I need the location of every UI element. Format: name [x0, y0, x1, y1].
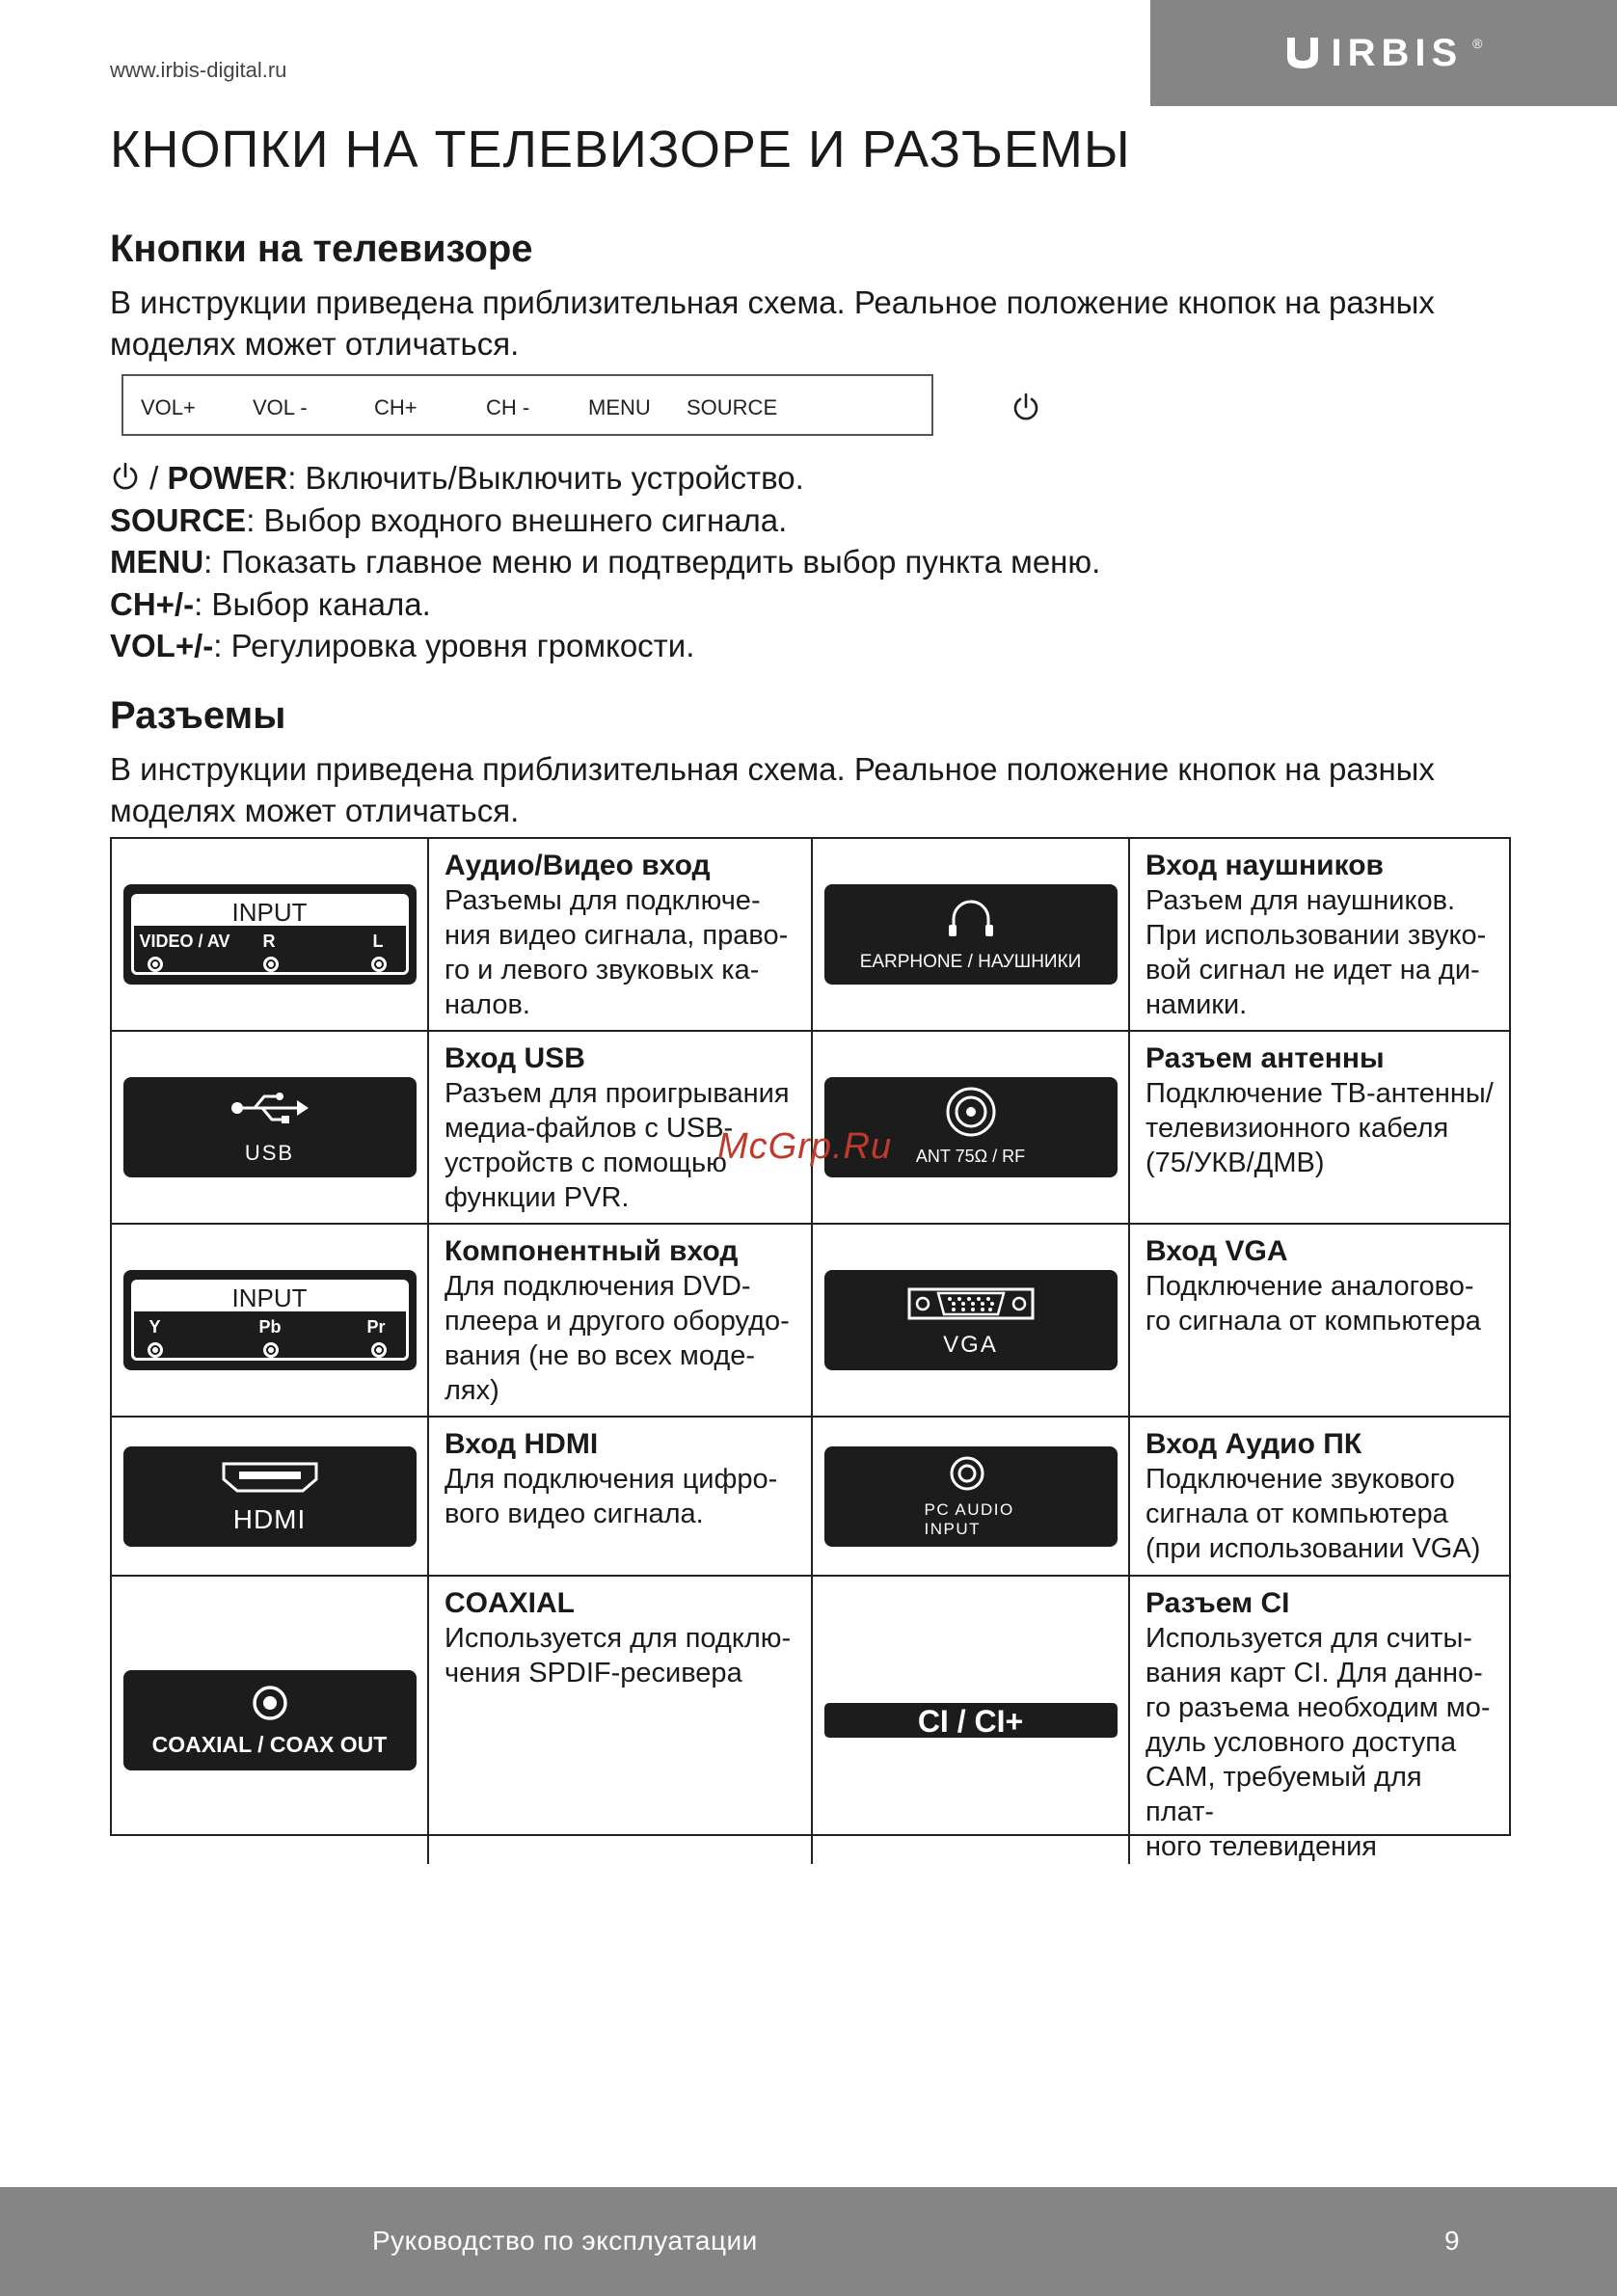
buttons-heading: Кнопки на телевизоре	[110, 228, 533, 270]
usb-title: Вход USB	[445, 1042, 585, 1074]
desc-ch-key: CH+/-	[110, 585, 195, 622]
component-jack-label-y: Y	[148, 1317, 161, 1337]
headphones-icon	[942, 898, 1000, 940]
earphone-port	[824, 884, 1118, 985]
antenna-label: ANT 75Ω / RF	[915, 1147, 1026, 1166]
av-jack-label-video: VIDEO / AV	[139, 932, 230, 951]
brand-name: IRBIS	[1331, 31, 1464, 74]
desc-menu-text: : Показать главное меню и подтвердить выбор пункта меню.	[203, 544, 1101, 580]
usb-line-4: функции PVR.	[445, 1182, 630, 1213]
btn-source[interactable]: SOURCE	[687, 395, 778, 419]
antenna-line-3: (75/УКВ/ДМВ)	[1145, 1148, 1325, 1178]
power-icon	[110, 461, 141, 492]
connectors-intro-line-2: моделях может отличаться.	[110, 793, 520, 828]
vga-label: VGA	[943, 1332, 998, 1358]
pc-audio-cell	[813, 1418, 1130, 1577]
btn-ch-plus[interactable]: CH+	[374, 395, 418, 419]
component-jack-label-pr: Pr	[366, 1317, 386, 1337]
vga-title: Вход VGA	[1145, 1235, 1288, 1267]
usb-icon	[229, 1089, 310, 1127]
ci-line-1: Используется для считы-	[1145, 1623, 1472, 1654]
av-input-port	[123, 884, 417, 985]
component-input-frame	[131, 1280, 409, 1361]
ci-title: Разъем CI	[1145, 1587, 1290, 1619]
av-input-title: Аудио/Видео вход	[445, 850, 711, 881]
coaxial-line-2: чения SPDIF-ресивера	[445, 1658, 742, 1688]
component-y-jack-icon	[148, 1342, 163, 1358]
earphone-desc	[1130, 839, 1509, 1032]
usb-label: USB	[244, 1141, 295, 1165]
ci-line-3: го разъема необходим мо-	[1145, 1692, 1491, 1723]
earphone-title: Вход наушников	[1145, 850, 1384, 881]
desc-menu	[110, 541, 1100, 583]
hdmi-desc	[429, 1418, 813, 1577]
usb-line-1: Разъем для проигрывания	[445, 1078, 790, 1109]
vga-line-2: го сигнала от компьютера	[1145, 1306, 1481, 1337]
hdmi-port	[123, 1446, 417, 1547]
av-input-line-4: налов.	[445, 989, 530, 1020]
ci-line-4: дуль условного доступа	[1145, 1727, 1457, 1758]
coaxial-port	[123, 1670, 417, 1770]
usb-line-2: медиа-файлов с USB-	[445, 1113, 734, 1144]
antenna-line-1: Подключение ТВ-антенны/	[1145, 1078, 1494, 1109]
av-input-frame	[131, 894, 409, 975]
earphone-line-1: Разъем для наушников.	[1145, 885, 1456, 916]
component-desc	[429, 1225, 813, 1418]
coaxial-label: COAXIAL / COAX OUT	[151, 1732, 388, 1757]
hdmi-line-2: вого видео сигнала.	[445, 1499, 704, 1529]
footer	[0, 2187, 1617, 2296]
coaxial-title: COAXIAL	[445, 1587, 575, 1619]
component-pr-jack-icon	[371, 1342, 387, 1358]
earphone-line-2: При использовании звуко-	[1145, 920, 1487, 951]
component-pb-jack-icon	[263, 1342, 279, 1358]
earphone-label: EARPHONE / НАУШНИКИ	[859, 952, 1082, 972]
pc-audio-port	[824, 1446, 1118, 1547]
ci-line-2: вания карт CI. Для данно-	[1145, 1658, 1483, 1688]
pc-audio-label-2: INPUT	[924, 1519, 981, 1538]
buttons-intro-line-1: В инструкции приведена приблизительная схема. Реальное положение кнопок на разных	[110, 284, 1435, 320]
antenna-title: Разъем антенны	[1145, 1042, 1385, 1074]
earphone-cell	[813, 839, 1130, 1032]
component-line-4: лях)	[445, 1375, 499, 1406]
pc-audio-title: Вход Аудио ПК	[1145, 1428, 1362, 1460]
component-title: Компонентный вход	[445, 1235, 739, 1267]
av-jack-label-r: R	[262, 932, 276, 951]
brand-header	[1150, 0, 1617, 106]
desc-menu-key: MENU	[110, 544, 204, 580]
footer-title: Руководство по эксплуатации	[372, 2226, 758, 2255]
desc-vol	[110, 625, 1100, 667]
earphone-line-4: намики.	[1145, 989, 1248, 1020]
ci-line-6: ного телевидения	[1145, 1831, 1378, 1862]
desc-ch	[110, 583, 1100, 626]
component-line-2: плеера и другого оборудо-	[445, 1306, 790, 1337]
hdmi-connector-icon	[220, 1460, 320, 1495]
usb-cell	[112, 1032, 429, 1225]
buttons-intro-line-2: моделях может отличаться.	[110, 326, 520, 362]
buttons-intro	[110, 282, 1527, 365]
pc-audio-line-1: Подключение звукового	[1145, 1464, 1455, 1495]
connectors-intro-line-1: В инструкции приведена приблизительная схема. Реальное положение кнопок на разных	[110, 751, 1435, 787]
hdmi-cell	[112, 1418, 429, 1577]
antenna-desc	[1130, 1032, 1509, 1225]
component-cell	[112, 1225, 429, 1418]
pc-audio-jack-icon	[948, 1454, 986, 1493]
av-video-jack-icon	[148, 957, 163, 972]
watermark: McGrp.Ru	[717, 1126, 893, 1167]
power-icon[interactable]	[1011, 392, 1041, 422]
pc-audio-label-1: PC AUDIO	[924, 1499, 1014, 1519]
btn-ch-minus[interactable]: CH -	[486, 395, 530, 419]
component-line-1: Для подключения DVD-	[445, 1271, 751, 1302]
btn-menu[interactable]: MENU	[588, 395, 651, 419]
vga-connector-icon	[905, 1283, 1037, 1328]
registered-mark: ®	[1472, 35, 1483, 51]
desc-vol-key: VOL+/-	[110, 628, 214, 663]
antenna-jack-icon	[944, 1085, 998, 1139]
usb-line-3: устройств с помощью	[445, 1148, 727, 1178]
av-r-jack-icon	[263, 957, 279, 972]
irbis-logo-icon	[1284, 34, 1321, 72]
btn-vol-plus[interactable]: VOL+	[141, 395, 196, 419]
vga-port	[824, 1270, 1118, 1370]
desc-power-text: : Включить/Выключить устройство.	[287, 460, 804, 496]
av-input-line-1: Разъемы для подключе-	[445, 885, 761, 916]
component-port	[123, 1270, 417, 1370]
usb-port	[123, 1077, 417, 1177]
coaxial-line-1: Используется для подклю-	[445, 1623, 792, 1654]
pc-audio-line-2: сигнала от компьютера	[1145, 1499, 1448, 1529]
coaxial-cell	[112, 1577, 429, 1864]
desc-vol-text: : Регулировка уровня громкости.	[213, 628, 695, 663]
desc-power	[110, 457, 1100, 500]
ci-desc	[1130, 1577, 1509, 1864]
vga-line-1: Подключение аналогово-	[1145, 1271, 1474, 1302]
desc-source	[110, 500, 1100, 542]
av-l-jack-icon	[371, 957, 387, 972]
pc-audio-desc	[1130, 1418, 1509, 1577]
av-input-cell	[112, 839, 429, 1032]
av-input-line-3: го и левого звуковых ка-	[445, 955, 760, 986]
button-descriptions	[110, 457, 1100, 667]
connectors-heading: Разъемы	[110, 694, 286, 737]
pc-audio-line-3: (при использовании VGA)	[1145, 1533, 1481, 1564]
desc-power-sep: /	[141, 460, 168, 496]
hdmi-label: HDMI	[232, 1503, 307, 1534]
desc-source-key: SOURCE	[110, 501, 247, 538]
component-line-3: вания (не во всех моде-	[445, 1340, 756, 1371]
btn-vol-minus[interactable]: VOL -	[253, 395, 308, 419]
ci-line-5: CAM, требуемый для плат-	[1145, 1762, 1422, 1827]
page-number: 9	[1444, 2226, 1460, 2255]
brand-logo	[1284, 32, 1482, 75]
desc-source-text: : Выбор входного внешнего сигнала.	[246, 501, 788, 538]
av-input-line-2: ния видео сигнала, право-	[445, 920, 789, 951]
desc-ch-text: : Выбор канала.	[194, 585, 431, 622]
hdmi-title: Вход HDMI	[445, 1428, 599, 1460]
ci-slot-label: CI / CI+	[824, 1703, 1118, 1738]
tv-button-strip	[121, 374, 933, 436]
vga-desc	[1130, 1225, 1509, 1418]
ci-cell	[813, 1577, 1130, 1864]
desc-power-key: POWER	[167, 460, 288, 496]
site-url[interactable]: www.irbis-digital.ru	[110, 58, 287, 82]
coaxial-jack-icon	[251, 1684, 289, 1722]
antenna-line-2: телевизионного кабеля	[1145, 1113, 1449, 1144]
earphone-line-3: вой сигнал не идет на ди-	[1145, 955, 1480, 986]
hdmi-line-1: Для подключения цифро-	[445, 1464, 778, 1495]
av-jack-label-l: L	[372, 932, 384, 951]
connectors-table	[110, 837, 1511, 1862]
component-jack-label-pb: Pb	[258, 1317, 282, 1337]
coaxial-desc	[429, 1577, 813, 1864]
connectors-intro	[110, 748, 1527, 831]
component-input-tab: INPUT	[134, 1283, 406, 1311]
av-input-tab: INPUT	[134, 897, 406, 926]
page-title: КНОПКИ НА ТЕЛЕВИЗОРЕ И РАЗЪЕМЫ	[110, 121, 1131, 178]
vga-cell	[813, 1225, 1130, 1418]
av-input-desc	[429, 839, 813, 1032]
